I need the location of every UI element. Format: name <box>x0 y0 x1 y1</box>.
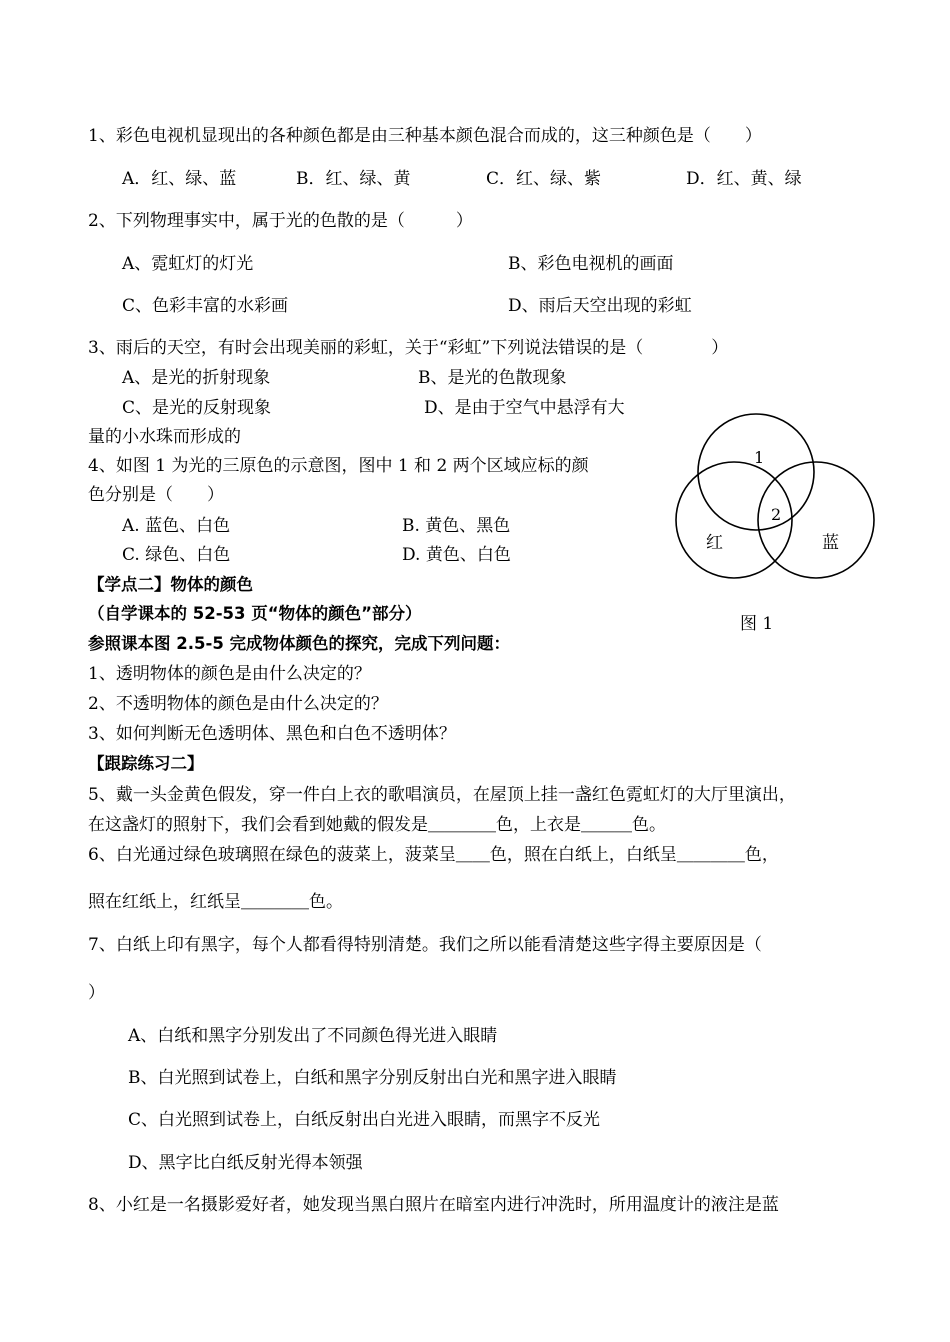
q2-option-b: B、彩色电视机的画面 <box>508 254 674 274</box>
q4-option-b: B. 黄色、黑色 <box>402 516 511 536</box>
q1-option-a: A．红、绿、蓝 <box>122 169 237 189</box>
q1-option-b: B．红、绿、黄 <box>296 169 411 189</box>
q3-option-a: A、是光的折射现象 <box>122 368 271 388</box>
q4-option-a: A. 蓝色、白色 <box>122 516 231 536</box>
q2-stem: 2、下列物理事实中，属于光的色散的是（ ） <box>88 211 473 231</box>
q6-line1: 6、白光通过绿色玻璃照在绿色的菠菜上，菠菜呈＿＿色，照在白纸上，白纸呈＿＿＿＿色， <box>88 845 779 865</box>
q4-option-c: C. 绿色、白色 <box>122 545 231 565</box>
section2-title: 【学点二】物体的颜色 <box>88 575 253 594</box>
q7-option-d: D、黑字比白纸反射光得本领强 <box>128 1153 363 1173</box>
q3-option-b: B、是光的色散现象 <box>418 368 567 388</box>
q7-line2: ） <box>88 983 105 1003</box>
q6-line2: 照在红纸上，红纸呈＿＿＿＿色。 <box>88 892 343 912</box>
three-primary-colors-diagram <box>670 410 880 590</box>
red-label: 红 <box>706 533 723 553</box>
q5-line1: 5、戴一头金黄色假发，穿一件白上衣的歌唱演员，在屋顶上挂一盏红色霓虹灯的大厅里演出， <box>88 785 796 805</box>
practice2-title: 【跟踪练习二】 <box>88 754 204 773</box>
blue-label: 蓝 <box>822 533 839 553</box>
q8-line1: 8、小红是一名摄影爱好者，她发现当黑白照片在暗室内进行冲洗时，所用温度计的液注是蓝 <box>88 1195 779 1215</box>
section2-question-3: 3、如何判断无色透明体、黑色和白色不透明体？ <box>88 724 456 744</box>
q4-option-d: D. 黄色、白色 <box>402 545 511 565</box>
figure-caption: 图 1 <box>740 614 774 634</box>
q3-stem: 3、雨后的天空，有时会出现美丽的彩虹，关于“彩虹”下列说法错误的是（ ） <box>88 338 729 358</box>
q4-stem-line2: 色分别是（ ） <box>88 485 224 505</box>
section2-question-2: 2、不透明物体的颜色是由什么决定的？ <box>88 694 388 714</box>
section2-instruction: 参照课本图 2.5-5 完成物体颜色的探究，完成下列问题： <box>88 634 511 653</box>
q1-stem: 1、彩色电视机显现出的各种颜色都是由三种基本颜色混合而成的，这三种颜色是（ ） <box>88 126 762 146</box>
top-circle <box>698 414 814 530</box>
section2-question-1: 1、透明物体的颜色是由什么决定的？ <box>88 664 371 684</box>
section2-subtitle: （自学课本的 52-53 页“物体的颜色”部分） <box>88 604 422 623</box>
q7-option-b: B、白光照到试卷上，白纸和黑字分别反射出白光和黑字进入眼睛 <box>128 1068 617 1088</box>
q3-option-d-continued: 量的小水珠而形成的 <box>88 427 241 447</box>
q7-option-a: A、白纸和黑字分别发出了不同颜色得光进入眼睛 <box>128 1026 498 1046</box>
q1-option-d: D．红、黄、绿 <box>686 169 802 189</box>
q4-stem-line1: 4、如图 1 为光的三原色的示意图，图中 1 和 2 两个区域应标的颜 <box>88 456 589 476</box>
q2-option-c: C、色彩丰富的水彩画 <box>122 296 289 316</box>
q1-option-c: C．红、绿、紫 <box>486 169 602 189</box>
q2-option-d: D、雨后天空出现的彩虹 <box>508 296 692 316</box>
region-2-label: 2 <box>771 505 782 524</box>
q2-option-a: A、霓虹灯的灯光 <box>122 254 254 274</box>
q5-line2: 在这盏灯的照射下，我们会看到她戴的假发是＿＿＿＿色，上衣是＿＿＿色。 <box>88 815 666 835</box>
q7-option-c: C、白光照到试卷上，白纸反射出白光进入眼睛，而黑字不反光 <box>128 1110 601 1130</box>
q3-option-d: D、是由于空气中悬浮有大 <box>424 398 625 418</box>
q7-line1: 7、白纸上印有黑字，每个人都看得特别清楚。我们之所以能看清楚这些字得主要原因是（ <box>88 935 762 955</box>
region-1-label: 1 <box>754 448 765 467</box>
q3-option-c: C、是光的反射现象 <box>122 398 272 418</box>
